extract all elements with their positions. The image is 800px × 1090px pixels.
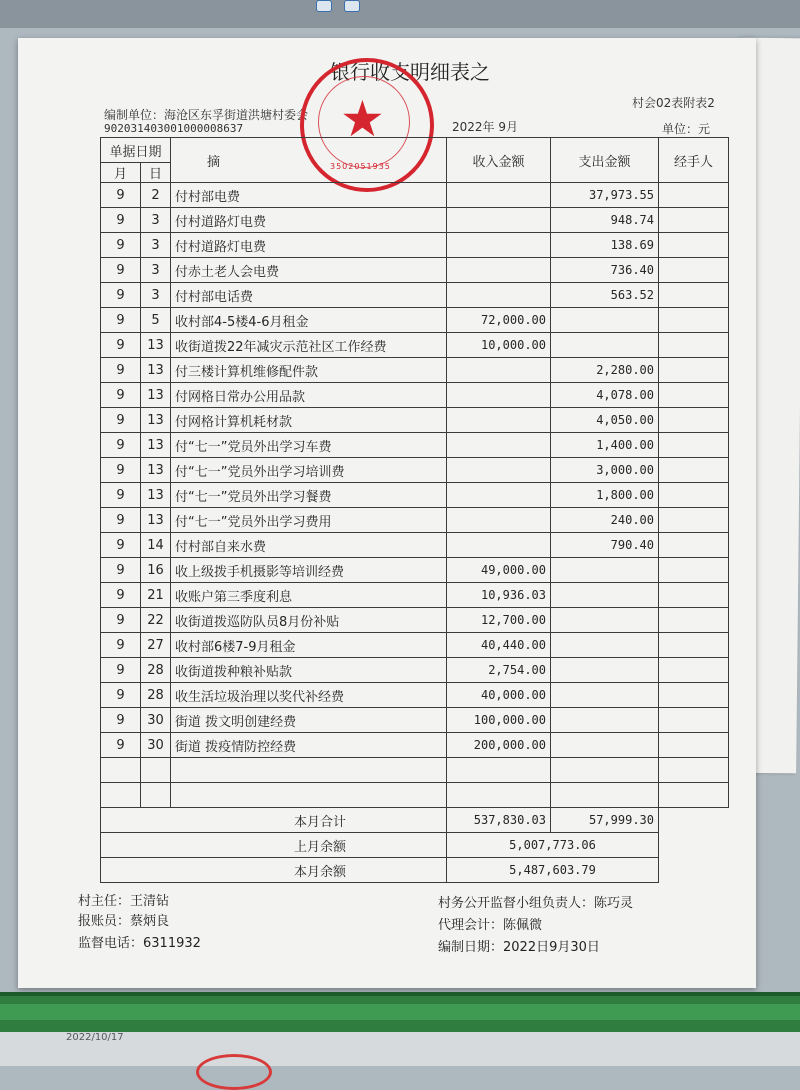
handler-cell [659,733,729,758]
day-cell: 16 [141,558,171,583]
day-cell: 13 [141,408,171,433]
handler-cell [659,583,729,608]
month-cell: 9 [101,208,141,233]
empty-row [101,783,729,808]
header-day: 日 [141,163,171,183]
header-month: 月 [101,163,141,183]
income-cell [447,508,551,533]
header-summary: 摘 [171,138,447,183]
day-cell: 30 [141,733,171,758]
month-cell: 9 [101,608,141,633]
month-total-label: 本月合计 [101,808,447,833]
compile-date: 编制日期：2022日9月30日 [438,940,600,955]
month-cell: 9 [101,658,141,683]
empty-row [101,758,729,783]
day-cell: 13 [141,383,171,408]
day-cell: 3 [141,233,171,258]
table-row [101,258,729,283]
month-cell: 9 [101,258,141,283]
month-cell: 9 [101,183,141,208]
income-cell [447,383,551,408]
table-row [101,708,729,733]
income-cell: 10,000.00 [447,333,551,358]
header-expense: 支出金额 [551,138,659,183]
description-cell: 收街道拨22年减灾示范社区工作经费 [171,333,447,358]
description-cell: 付村道路灯电费 [171,208,447,233]
day-cell: 27 [141,633,171,658]
bottom-area [0,1032,800,1066]
account-number: 902031403001000008637 [104,122,244,135]
income-cell [447,258,551,283]
expense-cell [551,558,659,583]
day-cell: 22 [141,608,171,633]
table-row [101,408,729,433]
expense-cell [551,658,659,683]
expense-cell: 790.40 [551,533,659,558]
month-cell: 9 [101,508,141,533]
handler-cell [659,383,729,408]
month-total-expense: 57,999.30 [551,808,659,833]
income-cell [447,533,551,558]
day-cell: 3 [141,258,171,283]
handler-cell [659,508,729,533]
month-cell: 9 [101,308,141,333]
month-cell: 9 [101,708,141,733]
day-cell: 13 [141,483,171,508]
table-row [101,533,729,558]
handler-cell [659,333,729,358]
handler-cell [659,533,729,558]
table-row [101,658,729,683]
empty-cell [171,783,447,808]
month-cell: 9 [101,233,141,258]
empty-cell [447,758,551,783]
description-cell: 付村道路灯电费 [171,233,447,258]
handler-cell [659,433,729,458]
day-cell: 2 [141,183,171,208]
expense-cell: 3,000.00 [551,458,659,483]
table-row [101,508,729,533]
empty-cell [659,758,729,783]
header-income: 收入金额 [447,138,551,183]
header-handler: 经手人 [659,138,729,183]
day-cell: 13 [141,333,171,358]
handler-cell [659,608,729,633]
description-cell: 收上级拨手机摄影等培训经费 [171,558,447,583]
income-cell: 12,700.00 [447,608,551,633]
handler-cell [659,708,729,733]
expense-cell [551,708,659,733]
description-cell: 收街道拨巡防队员8月份补贴 [171,608,447,633]
description-cell: 付三楼计算机维修配件款 [171,358,447,383]
month-cell: 9 [101,483,141,508]
income-cell: 100,000.00 [447,708,551,733]
handler-cell [659,408,729,433]
description-cell: 付村部电话费 [171,283,447,308]
income-cell: 2,754.00 [447,658,551,683]
income-cell [447,433,551,458]
description-cell: 收生活垃圾治理以奖代补经费 [171,683,447,708]
prev-balance-row [101,833,729,858]
table-row [101,283,729,308]
month-cell: 9 [101,358,141,383]
day-cell: 5 [141,308,171,333]
expense-cell [551,583,659,608]
income-cell [447,358,551,383]
empty-cell [101,758,141,783]
table-row [101,433,729,458]
day-cell: 13 [141,508,171,533]
currency-unit: 单位：元 [662,122,711,136]
income-cell [447,283,551,308]
handler-cell [659,358,729,383]
curr-balance-label: 本月余额 [101,858,447,883]
description-cell: 收村部6楼7-9月租金 [171,633,447,658]
handler-cell [659,633,729,658]
handler-cell [659,208,729,233]
header-date-group: 单据日期 [101,138,171,163]
description-cell: 收账户第三季度利息 [171,583,447,608]
reporting-accountant: 报账员：蔡炳良 [78,914,170,929]
curr-balance-row [101,858,729,883]
month-total-row [101,808,729,833]
form-code: 村会02表附表2 [632,96,715,110]
empty-cell [447,783,551,808]
table-row [101,383,729,408]
table-row [101,683,729,708]
handler-cell [659,183,729,208]
table-row [101,733,729,758]
empty-cell [171,758,447,783]
table-row [101,583,729,608]
empty-cell [551,758,659,783]
day-cell: 3 [141,283,171,308]
expense-cell: 563.52 [551,283,659,308]
month-cell: 9 [101,283,141,308]
table-row [101,458,729,483]
expense-cell: 37,973.55 [551,183,659,208]
income-cell: 40,440.00 [447,633,551,658]
agent-accountant: 代理会计：陈佩微 [438,918,543,933]
description-cell: 付“七一”党员外出学习培训费 [171,458,447,483]
table-row [101,358,729,383]
empty-cell [659,783,729,808]
expense-cell: 4,078.00 [551,383,659,408]
description-cell: 街道 拨文明创建经费 [171,708,447,733]
month-cell: 9 [101,558,141,583]
expense-cell [551,733,659,758]
month-cell: 9 [101,433,141,458]
seal-code: 3502051935 [330,162,391,171]
expense-cell [551,633,659,658]
month-cell: 9 [101,583,141,608]
table-row [101,308,729,333]
table-row [101,233,729,258]
expense-cell [551,608,659,633]
green-bar-highlight [0,1004,800,1020]
expense-cell [551,683,659,708]
curr-balance-value: 5,487,603.79 [447,858,659,883]
partial-seal [196,1054,272,1090]
empty-cell [551,783,659,808]
day-cell: 13 [141,358,171,383]
prev-balance-label: 上月余额 [101,833,447,858]
table-row [101,483,729,508]
table-row [101,558,729,583]
frame-clip-1 [316,0,332,12]
income-cell: 10,936.03 [447,583,551,608]
photo-date: 2022/10/17 [66,1032,124,1043]
green-frame-bar [0,992,800,1036]
expense-cell: 1,400.00 [551,433,659,458]
month-cell: 9 [101,633,141,658]
empty-cell [141,783,171,808]
income-cell: 72,000.00 [447,308,551,333]
expense-cell [551,333,659,358]
description-cell: 付村部自来水费 [171,533,447,558]
expense-cell: 240.00 [551,508,659,533]
description-cell: 付村部电费 [171,183,447,208]
compiling-unit: 编制单位：海沧区东孚街道洪塘村委会 [104,108,309,122]
handler-cell [659,308,729,333]
handler-cell [659,483,729,508]
day-cell: 3 [141,208,171,233]
handler-cell [659,233,729,258]
expense-cell: 1,800.00 [551,483,659,508]
supervision-group-head: 村务公开监督小组负责人：陈巧灵 [438,896,634,911]
table-row [101,608,729,633]
description-cell: 街道 拨疫情防控经费 [171,733,447,758]
day-cell: 13 [141,458,171,483]
month-cell: 9 [101,733,141,758]
expense-cell: 948.74 [551,208,659,233]
month-cell: 9 [101,408,141,433]
month-cell: 9 [101,333,141,358]
expense-cell: 2,280.00 [551,358,659,383]
document-title: 银行收支明细表之 [330,60,490,84]
income-cell [447,183,551,208]
table-row [101,633,729,658]
handler-cell [659,258,729,283]
table-row [101,208,729,233]
day-cell: 21 [141,583,171,608]
description-cell: 付“七一”党员外出学习费用 [171,508,447,533]
description-cell: 付赤土老人会电费 [171,258,447,283]
prev-balance-value: 5,007,773.06 [447,833,659,858]
star-icon: ★ [340,90,385,148]
description-cell: 付“七一”党员外出学习餐费 [171,483,447,508]
table-row [101,183,729,208]
income-cell: 40,000.00 [447,683,551,708]
handler-cell [659,683,729,708]
frame-clip-2 [344,0,360,12]
month-cell: 9 [101,683,141,708]
description-cell: 收村部4-5楼4-6月租金 [171,308,447,333]
expense-cell: 736.40 [551,258,659,283]
expense-cell [551,308,659,333]
handler-cell [659,658,729,683]
description-cell: 收街道拨种粮补贴款 [171,658,447,683]
supervision-hotline: 监督电话：6311932 [78,936,201,951]
handler-cell [659,558,729,583]
month-cell: 9 [101,533,141,558]
description-cell: 付网格日常办公用品款 [171,383,447,408]
month-cell: 9 [101,458,141,483]
day-cell: 28 [141,658,171,683]
handler-cell [659,283,729,308]
income-cell [447,458,551,483]
income-cell [447,408,551,433]
expense-cell: 4,050.00 [551,408,659,433]
income-cell [447,483,551,508]
top-frame [0,0,800,28]
day-cell: 28 [141,683,171,708]
day-cell: 30 [141,708,171,733]
ledger-table [100,137,729,883]
handler-cell [659,458,729,483]
day-cell: 14 [141,533,171,558]
income-cell [447,233,551,258]
empty-cell [101,783,141,808]
empty-cell [141,758,171,783]
income-cell [447,208,551,233]
period: 2022年 9月 [452,120,518,134]
description-cell: 付网格计算机耗材款 [171,408,447,433]
description-cell: 付“七一”党员外出学习车费 [171,433,447,458]
month-cell: 9 [101,383,141,408]
village-director: 村主任：王清钻 [78,894,170,909]
expense-cell: 138.69 [551,233,659,258]
header-row [101,138,729,163]
income-cell: 200,000.00 [447,733,551,758]
income-cell: 49,000.00 [447,558,551,583]
day-cell: 13 [141,433,171,458]
table-row [101,333,729,358]
month-total-income: 537,830.03 [447,808,551,833]
